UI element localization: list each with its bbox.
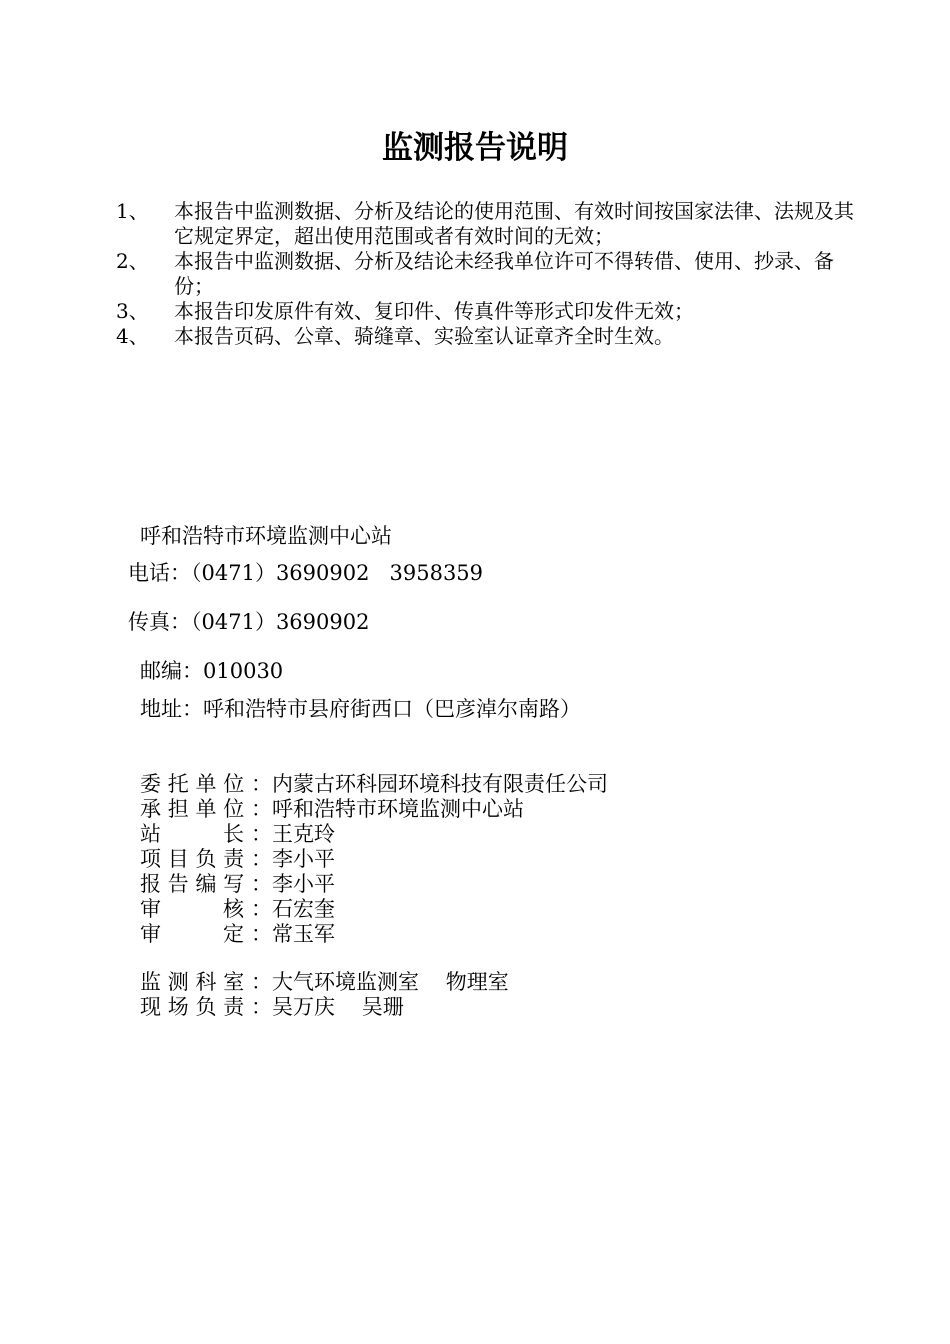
field-lead-label: 现场负责：: [140, 995, 272, 1019]
notes-list: [116, 199, 856, 349]
dept-block: [140, 970, 509, 1020]
note-item-1: [116, 199, 856, 249]
note-number: 2、: [116, 249, 149, 273]
note-text: 本报告中监测数据、分析及结论未经我单位许可不得转借、使用、抄录、备份；: [174, 249, 834, 298]
note-item-2: [116, 249, 856, 299]
undertaker-row: [140, 797, 608, 822]
undertaker-label: 承担单位：: [140, 797, 272, 821]
reviewer-label: 审 核：: [140, 897, 272, 921]
dept-row: [140, 970, 509, 995]
reviewer-value: 石宏奎: [272, 897, 335, 921]
note-text: 本报告印发原件有效、复印件、传真件等形式印发件无效；: [174, 299, 694, 323]
note-number: 1、: [116, 199, 149, 223]
postcode-line: 邮编：010030: [140, 659, 284, 683]
approver-row: [140, 922, 608, 947]
approver-value: 常玉军: [272, 922, 335, 946]
reviewer-row: [140, 897, 608, 922]
approver-label: 审 定：: [140, 922, 272, 946]
page-title: 监测报告说明: [382, 130, 568, 166]
note-text: 本报告页码、公章、骑缝章、实验室认证章齐全时生效。: [174, 324, 674, 348]
dept-label: 监测科室：: [140, 970, 272, 994]
author-value: 李小平: [272, 872, 335, 896]
project-lead-value: 李小平: [272, 847, 335, 871]
client-row: [140, 772, 608, 797]
note-number: 3、: [116, 299, 149, 323]
undertaker-value: 呼和浩特市环境监测中心站: [272, 797, 524, 821]
note-number: 4、: [116, 324, 149, 348]
client-value: 内蒙古环科园环境科技有限责任公司: [272, 772, 608, 796]
field-lead-value: 吴万庆 吴珊: [272, 995, 404, 1019]
fax-line: 传真：（0471）3690902: [128, 610, 370, 634]
note-text: 本报告中监测数据、分析及结论的使用范围、有效时间按国家法律、法规及其它规定界定，超出使用范围或者有效时间的无效；: [174, 199, 854, 248]
staff-block: [140, 772, 608, 947]
director-value: 王克玲: [272, 822, 335, 846]
note-item-4: [116, 324, 856, 349]
client-label: 委托单位：: [140, 772, 272, 796]
director-row: [140, 822, 608, 847]
phone-line: 电话：（0471）3690902 3958359: [128, 561, 484, 585]
org-name: 呼和浩特市环境监测中心站: [140, 524, 392, 548]
field-lead-row: [140, 995, 509, 1020]
project-lead-row: [140, 847, 608, 872]
author-row: [140, 872, 608, 897]
dept-value: 大气环境监测室 物理室: [272, 970, 509, 994]
address-line: 地址：呼和浩特市县府街西口（巴彦淖尔南路）: [140, 697, 581, 721]
project-lead-label: 项目负责：: [140, 847, 272, 871]
note-item-3: [116, 299, 856, 324]
author-label: 报告编写：: [140, 872, 272, 896]
director-label: 站 长：: [140, 822, 272, 846]
